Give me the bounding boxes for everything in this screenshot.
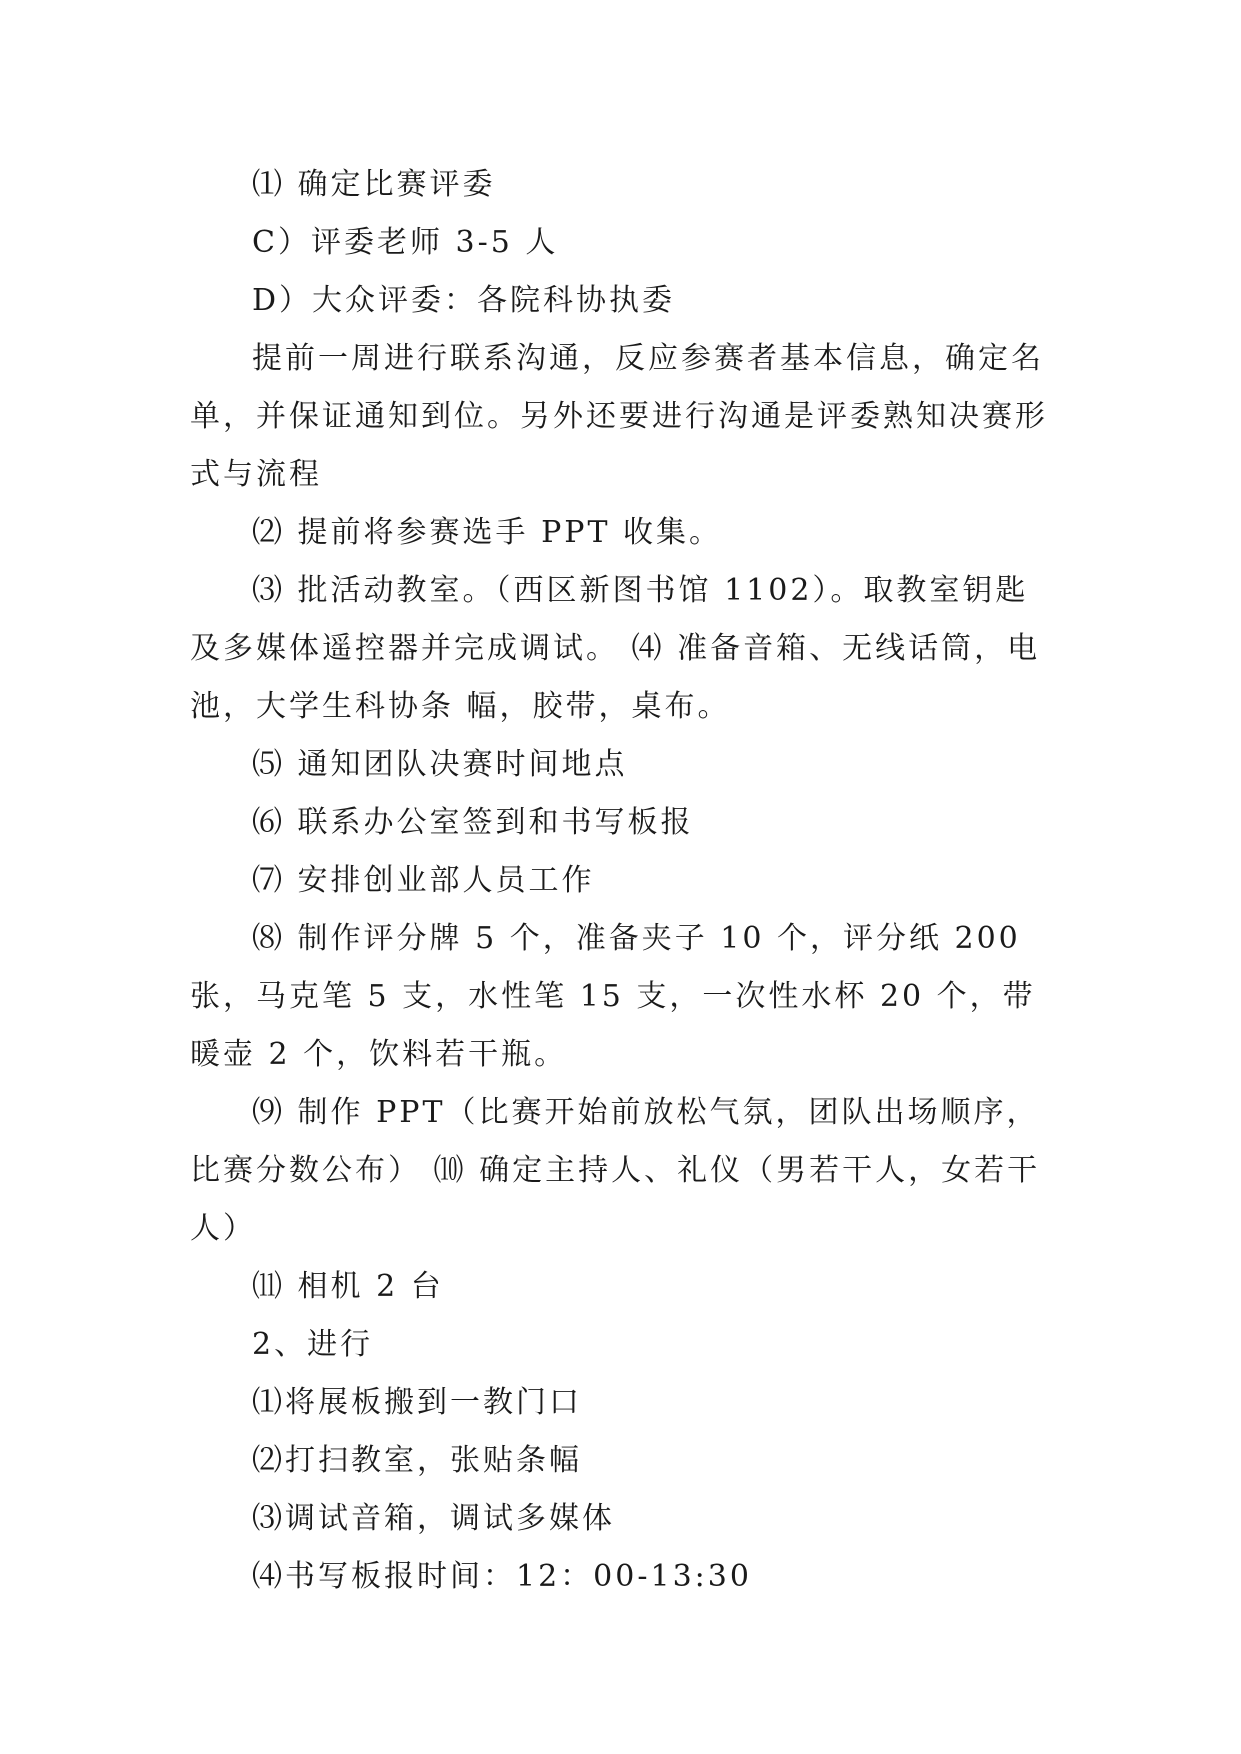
paragraph-judges-heading: ⑴ 确定比赛评委 bbox=[252, 167, 496, 202]
paragraph-move-boards: ⑴将展板搬到一教门口 bbox=[252, 1385, 582, 1420]
paragraph-office-signin: ⑹ 联系办公室签到和书写板报 bbox=[252, 805, 694, 840]
paragraph-board-time: ⑷书写板报时间：12：00-13:30 bbox=[252, 1559, 752, 1594]
paragraph-classroom: ⑶ 批活动教室。（西区新图书馆 1102）。取教室钥匙及多媒体遥控器并完成调试。 ⑷ 准备音箱、无线话筒，电池，大学生科协条 幅，胶带，桌布。 bbox=[190, 573, 1041, 724]
paragraph-public-judges: D）大众评委：各院科协执委 bbox=[252, 283, 676, 318]
paragraph-ppt-host: ⑼ 制作 PPT（比赛开始前放松气氛，团队出场顺序，比赛分数公布） ⑽ 确定主持人、礼仪（男若干人，女若干人） bbox=[190, 1095, 1041, 1246]
paragraph-teacher-judges: C）评委老师 3-5 人 bbox=[252, 225, 559, 260]
paragraph-clean-room: ⑵打扫教室，张贴条幅 bbox=[252, 1443, 582, 1478]
section-heading-proceed: 2、进行 bbox=[252, 1327, 374, 1362]
document-body bbox=[190, 156, 1060, 1606]
paragraph-supplies: ⑻ 制作评分牌 5 个，准备夹子 10 个，评分纸 200 张，马克笔 5 支，水性笔 15 支，一次性水杯 20 个，带暖壶 2 个，饮料若干瓶。 bbox=[190, 921, 1036, 1072]
paragraph-communication: 提前一周进行联系沟通，反应参赛者基本信息，确定名单，并保证通知到位。另外还要进行沟通是评委熟知决赛形式与流程 bbox=[190, 341, 1048, 492]
paragraph-cameras: ⑾ 相机 2 台 bbox=[252, 1269, 444, 1304]
paragraph-notify-teams: ⑸ 通知团队决赛时间地点 bbox=[252, 747, 628, 782]
paragraph-test-audio: ⑶调试音箱，调试多媒体 bbox=[252, 1501, 615, 1536]
paragraph-staff-arrangement: ⑺ 安排创业部人员工作 bbox=[252, 863, 595, 898]
paragraph-ppt-collection: ⑵ 提前将参赛选手 PPT 收集。 bbox=[252, 515, 722, 550]
